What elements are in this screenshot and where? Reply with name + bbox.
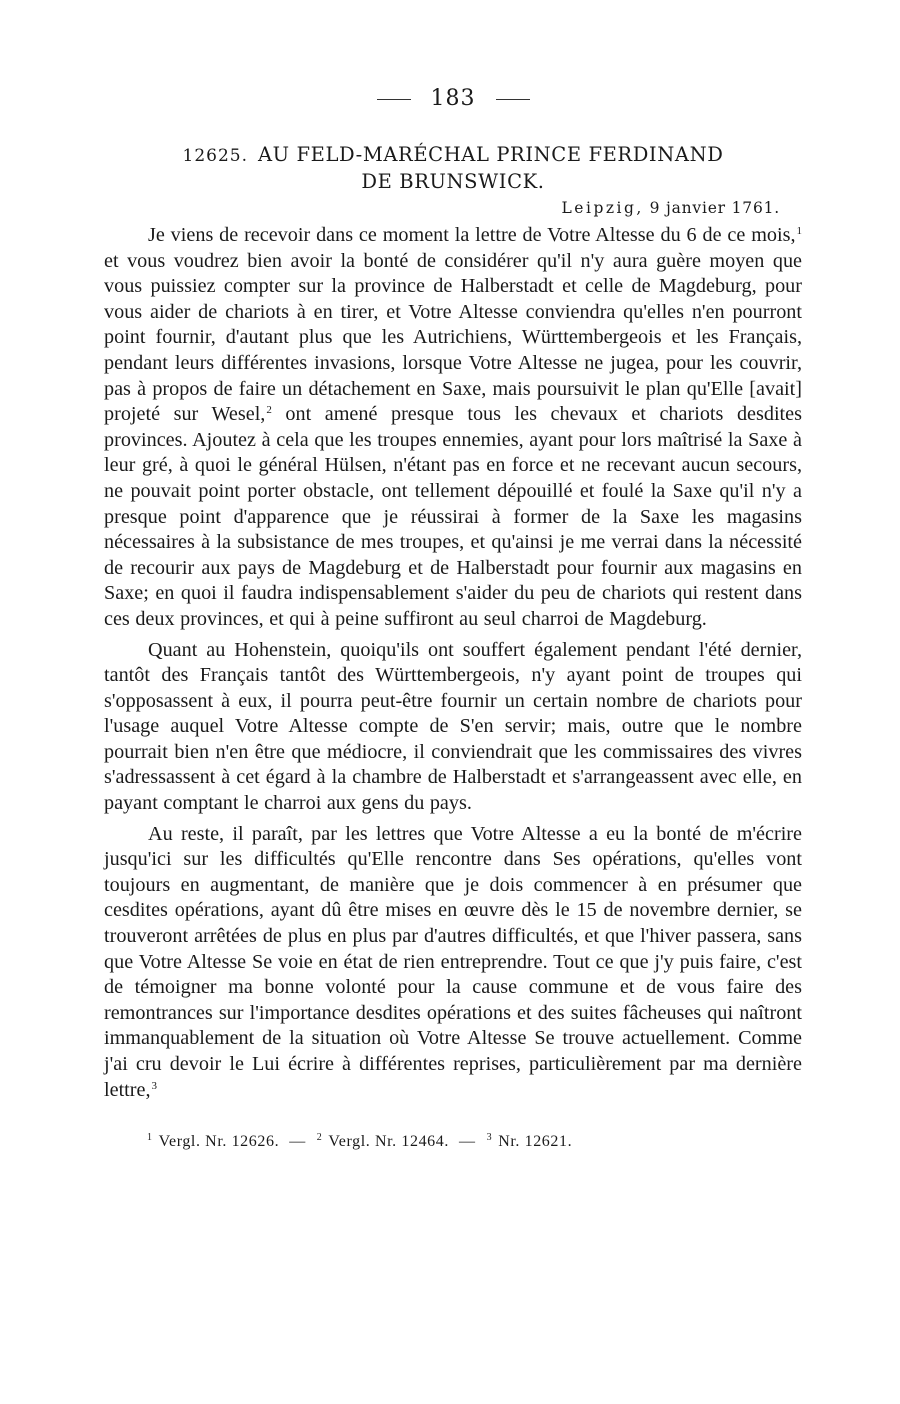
letter-title-line-1: AU FELD-MARÉCHAL PRINCE FERDINAND [258,143,724,166]
footnote-1-mark: 1 [147,1132,153,1144]
footnote-3 [486,1133,573,1150]
page-number-dash-left [377,99,411,100]
letter-number: 12625. [182,146,248,166]
paragraph-3 [104,822,802,1104]
paragraph-1-part-b: et vous voudrez bien avoir la bonté de considérer qu'il n'y aura guère moyen que vous puissiez compter sur la province de Halberstadt et celle de Magdeburg, pour vous aider de chariots à en tirer, et Votre Altesse conviendra qu'elles n'en pourront point fournir, d'autant plus que les Autrichiens, Württembergeois et les Français, pendant leurs différentes invasions, lorsque Votre Altesse ne jugea, pour les couvrir, pas à propos de faire un détachement en Saxe, mais poursuivit le plan qu'Elle [avait] projeté sur Wesel, [104,249,802,426]
footnote-1-text: Vergl. Nr. 12626. [158,1133,280,1151]
footnote-3-mark: 3 [486,1132,493,1144]
footnote-2-mark: 2 [316,1132,323,1144]
paragraph-2: Quant au Hohenstein, quoiqu'ils ont souffert également pendant l'été dernier, tantôt des Français tantôt des Württembergeois, n'y ayant point de troupes qui s'opposassent à eux, il pourra peut-être fournir un certain nombre de chariots pour l'usage auquel Votre Altesse compte de S'en servir; mais, outre que le nombre pourrait bien n'en être que médiocre, il conviendrait que les commissaires des vivres s'adressassent à cet égard à la chambre de Halberstadt et s'arrangeassent avec elle, en payant comptant le charroi aux gens du pays. [104,638,802,815]
footnote-separator-1: — [289,1133,306,1151]
letter-title-line-2: DE BRUNSWICK. [361,170,545,193]
footnote-2-text: Vergl. Nr. 12464. [328,1133,449,1151]
letter-body [104,223,802,1103]
footnotes [104,1131,802,1153]
paragraph-1 [104,223,802,633]
paragraph-3-text: Au reste, il paraît, par les lettres que Votre Altesse a eu la bonté de m'écrire jusqu'ici sur les difficultés qu'Elle rencontre dans Ses opérations, qu'elles vont toujours en augmentant, de manière que je dois commencer à en présumer que cesdites opérations, ayant dû être mises en œuvre dès le 15 de novembre dernier, se trouveront arrêtées de plus en plus par d'autres difficultés, et que l'hiver passera, sans que Votre Altesse Se voie en état de rien entreprendre. Tout ce que j'y puis faire, c'est de témoigner ma bonne volonté pour la cause commune et de vous faire des remontrances sur l'importance desdites opérations et des suites fâcheuses qui naîtront immanquablement de la situation où Votre Altesse Se trouve actuellement. Comme j'ai cru devoir le Lui écrire à différentes reprises, particulièrement par ma dernière lettre, [104,822,802,1101]
footnote-3-text: Nr. 12621. [498,1133,573,1151]
footnote-ref-1: 1 [796,225,802,237]
dateline-place: Leipzig, [561,199,644,217]
footnote-ref-3: 3 [151,1079,158,1092]
paragraph-1-part-a: Je viens de recevoir dans ce moment la lettre de Votre Altesse du 6 de ce mois, [148,224,796,246]
footnote-separator-2: — [458,1133,476,1151]
letter-heading [104,142,802,195]
dateline [104,197,780,219]
paragraph-1-part-c: ont amené presque tous les chevaux et chariots desdites provinces. Ajoutez à cela que les troupes ennemies, ayant pour lors maîtrisé la Saxe à leur gré, à quoi le général Hülsen, n'étant pas en force et ne recevant aucun secours, ne pouvait point porter obstacle, ont tellement dépouillé et foulé la Saxe qu'il n'y a presque point d'apparence que je réussirai à former de la Saxe les magasins nécessaires à la subsistance de mes troupes, et qu'ainsi je me verrai dans la nécessité de recourir aux pays de Magdeburg et de Halberstadt pour fournir aux magasins en Saxe; en quoi il faudra indispensablement s'aider du peu de chariots qui restent dans ces deux provinces, et qui à peine suffiront au seul charroi de Magdeburg. [104,403,802,630]
letter-heading-line-1 [104,142,802,169]
page-number-line [104,84,802,114]
dateline-date: 9 janvier 1761. [649,199,780,217]
footnote-2 [316,1133,449,1150]
footnote-ref-2: 2 [266,404,272,417]
footnote-1 [146,1133,279,1150]
page-number-dash-right [496,99,530,100]
document-page [104,84,802,1153]
page-number: 183 [430,86,476,111]
